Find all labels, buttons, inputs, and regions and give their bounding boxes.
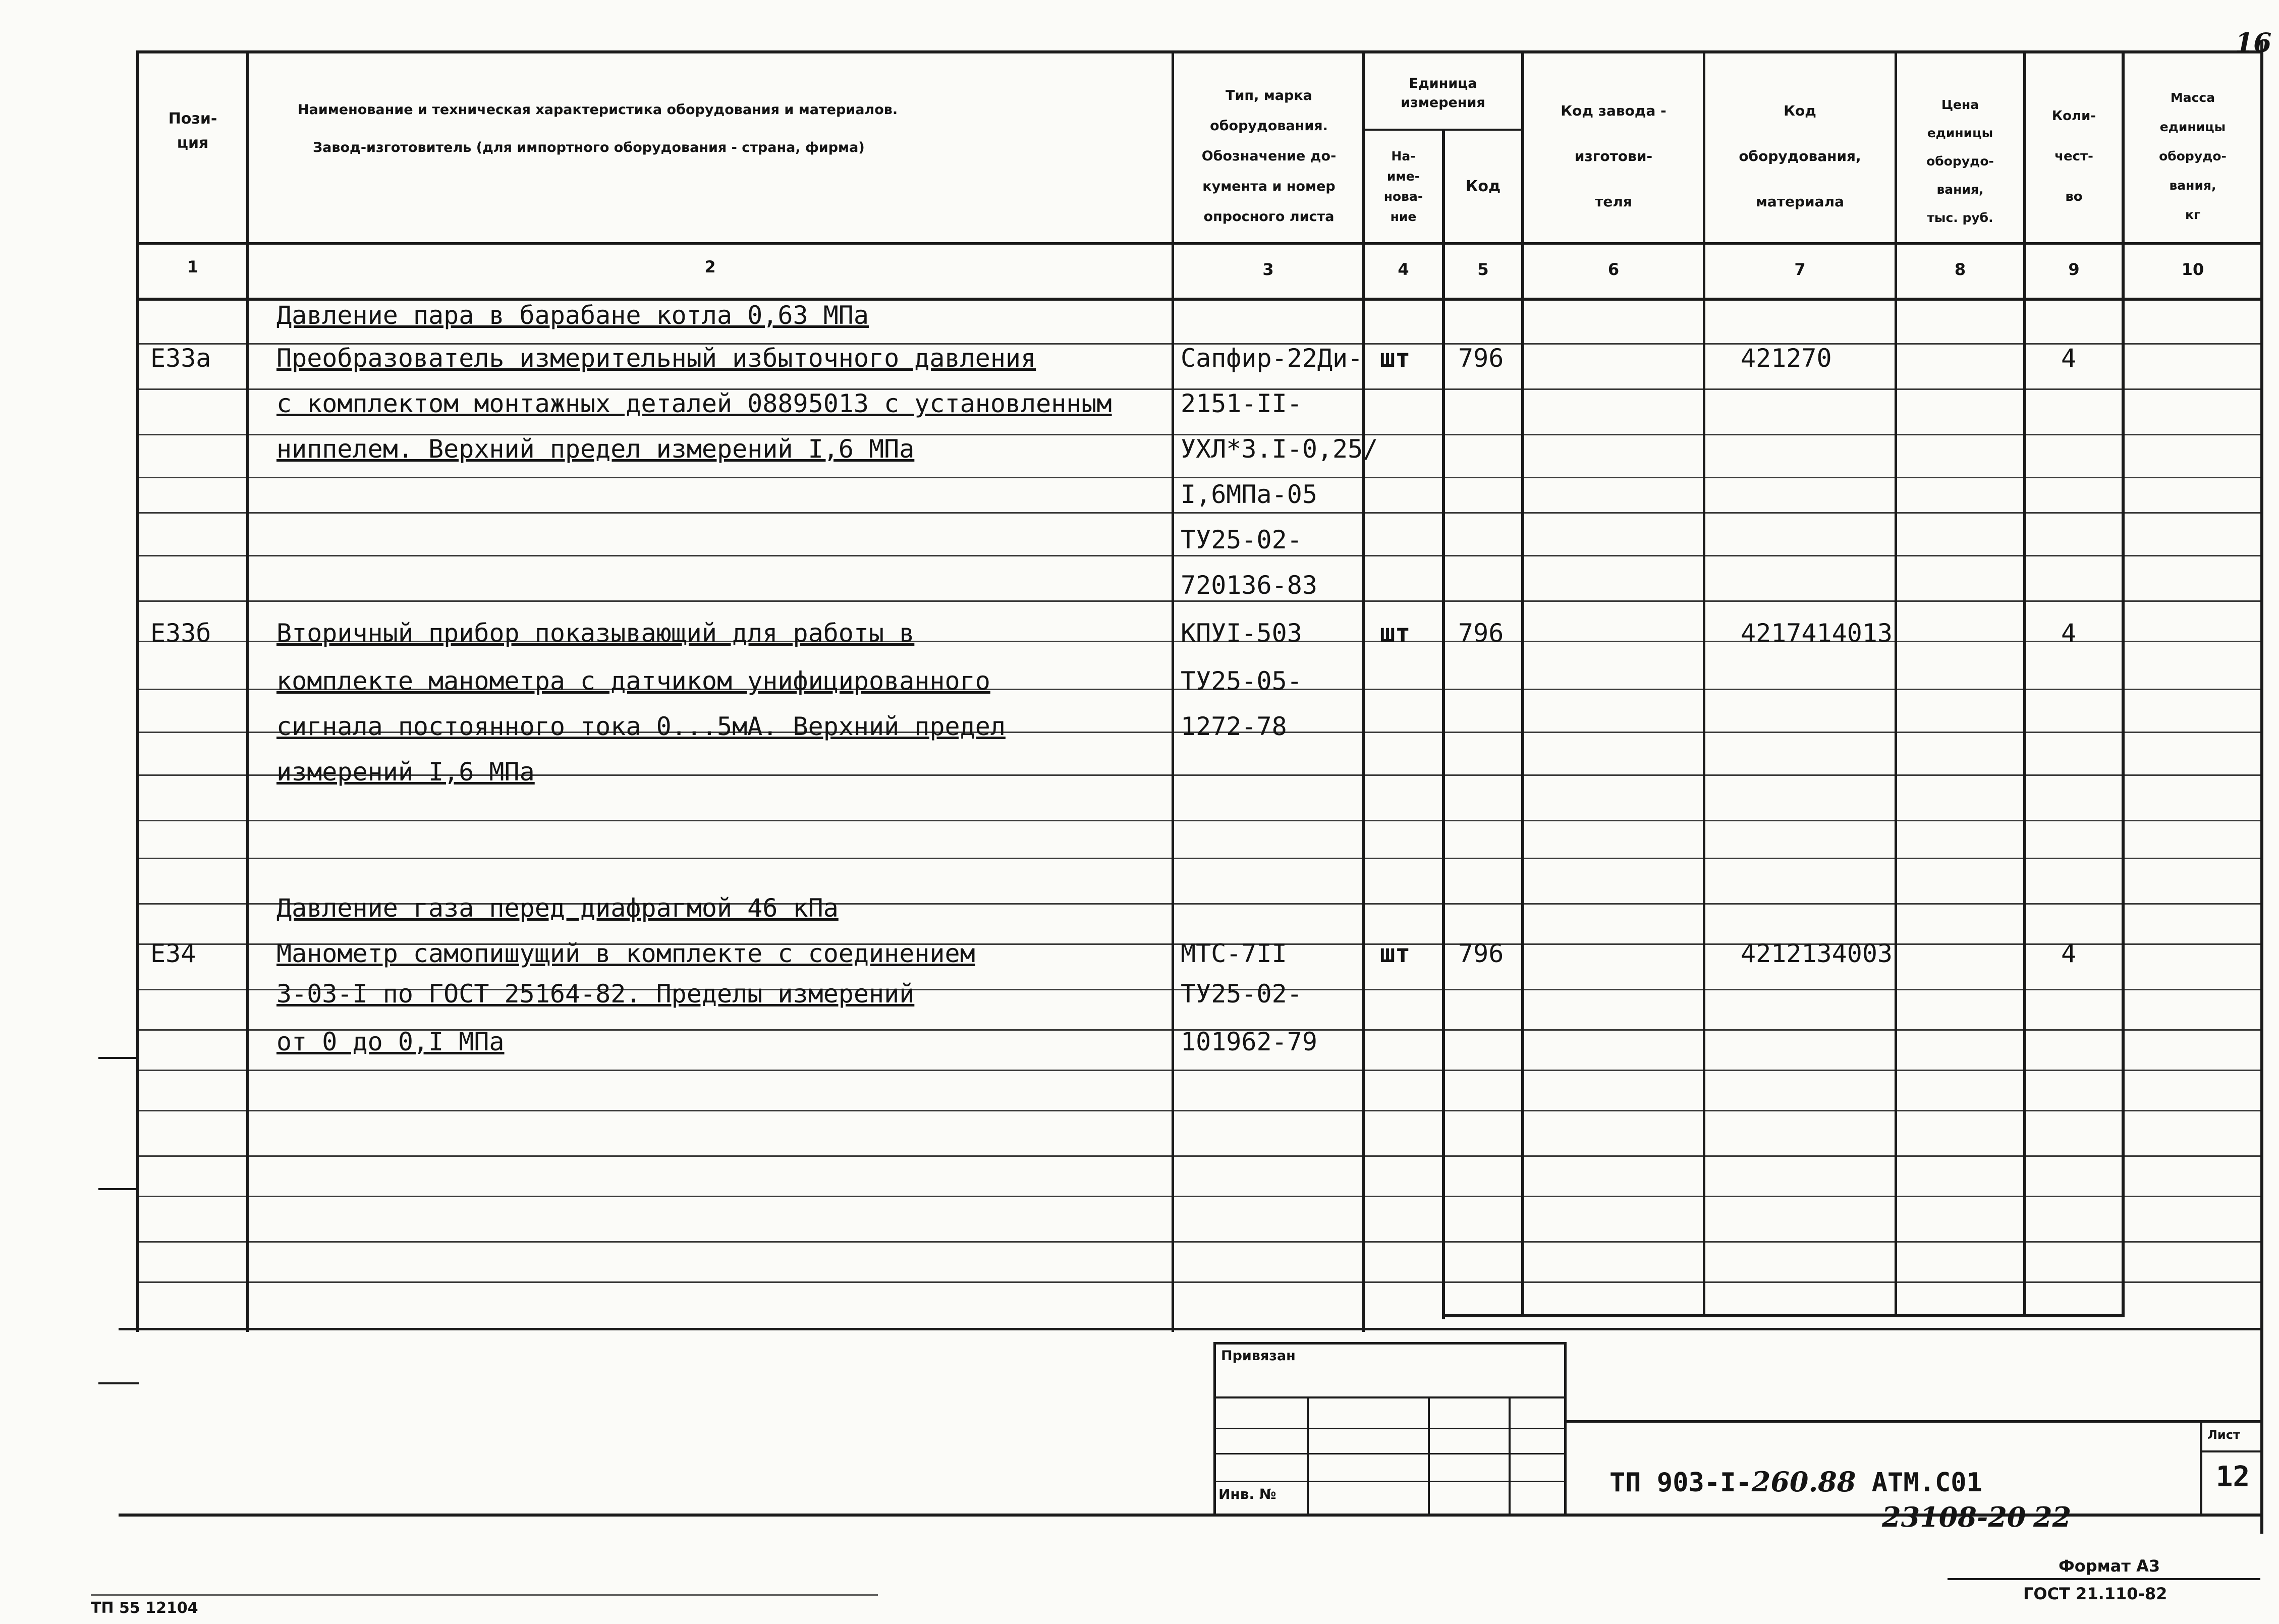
row-line bbox=[139, 477, 2261, 478]
document-code-prefix: ТП 903-I- bbox=[1609, 1468, 1752, 1498]
bold-bottom-segment bbox=[1442, 1314, 2125, 1317]
stamp-col-a bbox=[1307, 1396, 1309, 1514]
row-quantity: 4 bbox=[2061, 344, 2077, 373]
edge-tick-3 bbox=[98, 1382, 139, 1384]
header-factory-code: Код завода - изготови- теля bbox=[1561, 102, 1666, 210]
header-unit-code: Код bbox=[1465, 178, 1501, 195]
sheet-box-mid bbox=[2200, 1450, 2263, 1452]
colnum-8: 8 bbox=[1954, 260, 1966, 279]
row-line bbox=[139, 600, 2261, 602]
row-type: КПУI-503 bbox=[1181, 619, 1302, 648]
col-line-2 bbox=[1172, 50, 1174, 1332]
row-line bbox=[139, 1196, 2261, 1197]
header-position: Пози- ция bbox=[168, 110, 217, 152]
row-line bbox=[139, 820, 2261, 821]
row-name: от 0 до 0,I МПа bbox=[276, 1027, 505, 1056]
row-line bbox=[139, 858, 2261, 859]
colnum-7: 7 bbox=[1794, 260, 1806, 279]
stamp-row-4 bbox=[1213, 1481, 1567, 1482]
edge-tick-2 bbox=[98, 1188, 139, 1190]
document-code bbox=[1609, 1466, 1982, 1498]
footer-right-line bbox=[1948, 1578, 2260, 1580]
row-line bbox=[139, 512, 2261, 514]
row-quantity: 4 bbox=[2061, 939, 2077, 968]
row-name: сигнала постоянного тока 0...5мА. Верхний предел bbox=[276, 712, 1006, 741]
row-unit: шт bbox=[1380, 344, 1411, 373]
row-type: 720136-83 bbox=[1181, 571, 1317, 600]
gost-label: ГОСТ 21.110-82 bbox=[2023, 1584, 2167, 1603]
header-quantity: Коли- чест- во bbox=[2051, 108, 2096, 204]
header-name-line2: Завод-изготовитель (для импортного оборудования - страна, фирма) bbox=[313, 140, 865, 155]
header-unit-name: На- име- нова- ние bbox=[1383, 149, 1423, 224]
order-number: 23108-20 bbox=[1882, 1501, 2026, 1533]
header-equipment-code: Код оборудования, материала bbox=[1739, 102, 1861, 210]
row-unit-code: 796 bbox=[1458, 344, 1504, 373]
stamp-main-line bbox=[1564, 1420, 2263, 1423]
stamp-row-3 bbox=[1213, 1453, 1567, 1454]
stamp-small-box-top bbox=[1213, 1342, 1567, 1345]
sheet-label: Лист bbox=[2207, 1428, 2240, 1442]
table-bottom-line bbox=[119, 1328, 2263, 1330]
row-position: Е34 bbox=[150, 939, 196, 968]
row-line bbox=[139, 1110, 2261, 1111]
inventory-number-label: Инв. № bbox=[1218, 1486, 1276, 1502]
row-type: ТУ25-05- bbox=[1181, 666, 1302, 696]
col-line-1 bbox=[246, 50, 249, 1332]
sheet-box-left bbox=[2200, 1420, 2202, 1514]
row-type: Сапфир-22Ди- bbox=[1181, 344, 1363, 373]
order-page: 22 bbox=[2033, 1501, 2072, 1533]
colnum-1: 1 bbox=[187, 257, 199, 276]
col-line-9 bbox=[2122, 50, 2125, 1317]
colnum-9: 9 bbox=[2068, 260, 2080, 279]
colnum-2: 2 bbox=[704, 257, 716, 276]
row-line bbox=[139, 1155, 2261, 1157]
row-quantity: 4 bbox=[2061, 619, 2077, 648]
stamp-col-b bbox=[1428, 1396, 1430, 1514]
row-unit: шт bbox=[1380, 939, 1411, 968]
row-name: 3-03-I по ГОСТ 25164-82. Пределы измерений bbox=[276, 979, 915, 1009]
row-line bbox=[139, 1070, 2261, 1071]
row-type: ТУ25-02- bbox=[1181, 525, 1302, 554]
colnum-10: 10 bbox=[2181, 260, 2204, 279]
col-line-8 bbox=[2023, 50, 2026, 1317]
row-name: Давление пара в барабане котла 0,63 МПа bbox=[276, 301, 869, 330]
stamp-row-2 bbox=[1213, 1428, 1567, 1429]
header-unit-mass: Масса единицы оборудо- вания, кг bbox=[2159, 90, 2227, 222]
row-unit-code: 796 bbox=[1458, 619, 1504, 648]
col-line-6 bbox=[1703, 50, 1705, 1317]
row-position: Е33а bbox=[150, 344, 211, 373]
row-type: 101962-79 bbox=[1181, 1027, 1317, 1056]
footer-dashed-line bbox=[91, 1594, 878, 1596]
row-type: ТУ25-02- bbox=[1181, 979, 1302, 1009]
frame-top-line bbox=[136, 50, 2263, 53]
row-name: Манометр самопишущий в комплекте с соединением bbox=[276, 939, 975, 968]
header-name-line1: Наименование и техническая характеристика оборудования и материалов. bbox=[298, 102, 898, 118]
edge-tick-1 bbox=[98, 1057, 139, 1059]
row-type: 1272-78 bbox=[1181, 712, 1287, 741]
header-bottom-line bbox=[136, 242, 2263, 245]
stamp-row-1 bbox=[1213, 1396, 1567, 1398]
row-equipment-code: 421270 bbox=[1741, 344, 1832, 373]
row-type: МТС-7II bbox=[1181, 939, 1287, 968]
col-line-5 bbox=[1521, 50, 1524, 1317]
header-name bbox=[298, 91, 1155, 166]
row-name: с комплектом монтажных деталей 0889501З с установленным bbox=[276, 389, 1112, 418]
row-equipment-code: 4217414013 bbox=[1741, 619, 1893, 648]
row-name: Вторичный прибор показывающий для работы в bbox=[276, 619, 915, 648]
row-line bbox=[139, 1281, 2261, 1283]
row-unit-code: 796 bbox=[1458, 939, 1504, 968]
stamp-col-c bbox=[1509, 1396, 1511, 1514]
document-code-suffix: АТМ.С01 bbox=[1856, 1468, 1982, 1498]
row-unit: шт bbox=[1380, 619, 1411, 648]
privyazan-label: Привязан bbox=[1221, 1348, 1296, 1364]
row-name: ниппелем. Верхний предел измерений I,6 МПа bbox=[276, 434, 915, 464]
row-type: I,6МПа-05 bbox=[1181, 480, 1317, 509]
format-label: Формат А3 bbox=[2059, 1556, 2160, 1576]
col-line-3 bbox=[1362, 50, 1365, 1332]
header-unit-price: Цена единицы оборудо- вания, тыс. руб. bbox=[1926, 97, 1994, 225]
row-name: Давление газа перед диафрагмой 46 кПа bbox=[276, 893, 839, 923]
row-type: УХЛ*3.I-0,25/ bbox=[1181, 434, 1378, 464]
document-code-handwritten: 260.88 bbox=[1751, 1466, 1856, 1498]
corner-page-number: 16 bbox=[2235, 28, 2272, 59]
colnum-3: 3 bbox=[1262, 260, 1274, 279]
colnum-5: 5 bbox=[1477, 260, 1489, 279]
header-unit-group: Единица измерения bbox=[1401, 76, 1485, 110]
row-equipment-code: 4212134003 bbox=[1741, 939, 1893, 968]
header-type: Тип, марка оборудования. Обозначение до- кумента и номер опросного листа bbox=[1201, 88, 1337, 225]
colnum-4: 4 bbox=[1398, 260, 1409, 279]
row-name: измерений I,6 МПа bbox=[276, 757, 535, 787]
row-line bbox=[139, 555, 2261, 556]
col-line-4 bbox=[1442, 129, 1445, 1319]
row-line bbox=[139, 1241, 2261, 1243]
row-name: комплекте манометра с датчиком унифицированного bbox=[276, 666, 990, 696]
row-name: Преобразователь измерительный избыточного давления bbox=[276, 344, 1036, 373]
colnum-6: 6 bbox=[1607, 260, 1620, 279]
tp-code-label: ТП 55 12104 bbox=[91, 1599, 198, 1617]
row-type: 2151-II- bbox=[1181, 389, 1302, 418]
sheet-number: 12 bbox=[2215, 1461, 2250, 1493]
row-position: Е33б bbox=[150, 619, 211, 648]
